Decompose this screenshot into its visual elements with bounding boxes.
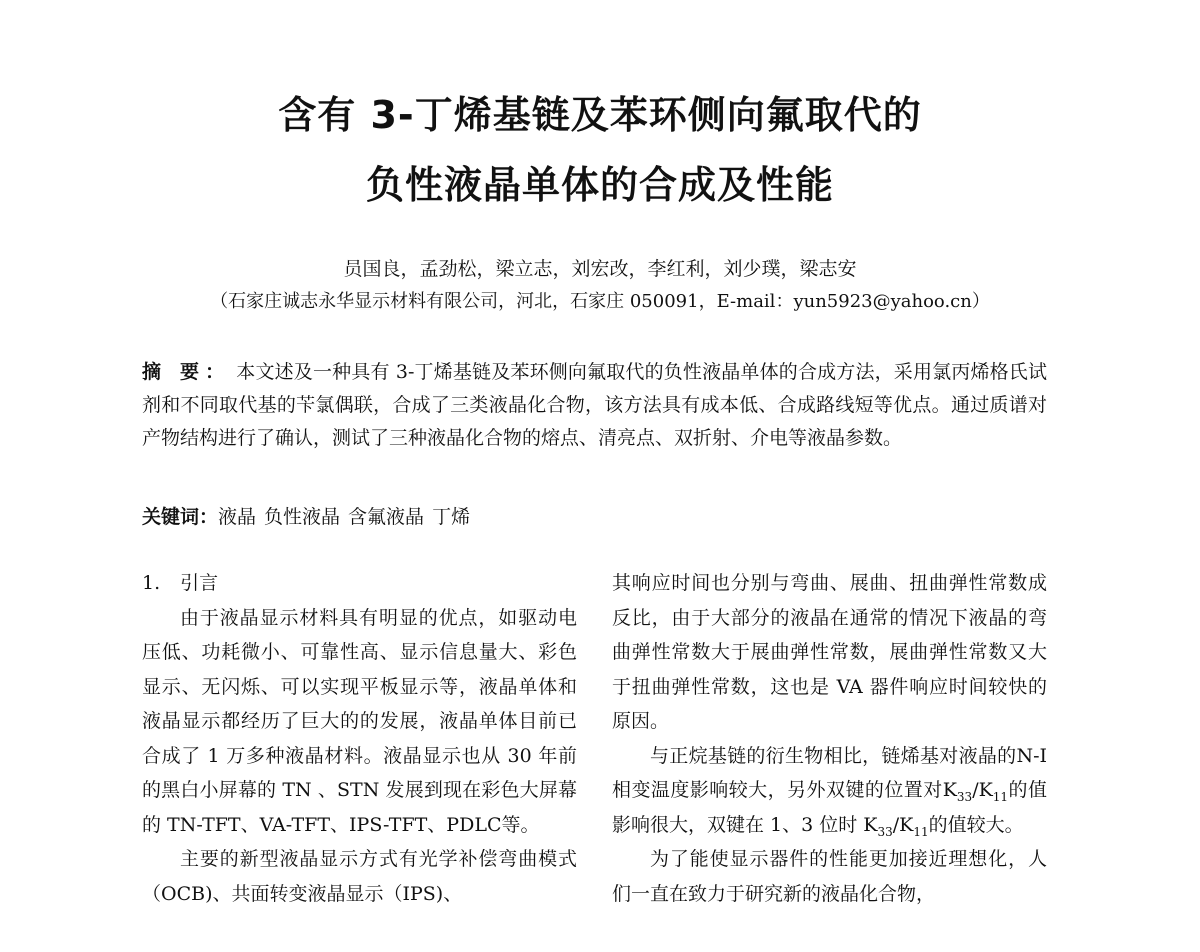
keyword-item: 含氟液晶 (348, 506, 425, 528)
subscript: 11 (992, 789, 1009, 804)
body-text: 的值影响很大，双键在 1、3 位时 K (612, 779, 1047, 836)
abstract-label: 摘 要： (142, 361, 231, 383)
body-text: 的值较大。 (928, 813, 1024, 836)
body-column-right (612, 566, 1047, 911)
body-paragraph: 主要的新型液晶显示方式有光学补偿弯曲模式（OCB)、共面转变液晶显示（IPS)、 (142, 848, 577, 905)
subscript: 33 (956, 789, 973, 804)
section-title: 引言 (180, 572, 219, 594)
author-list: 员国良，孟劲松，梁立志，刘宏改，李红利，刘少璞，梁志安 (343, 258, 857, 280)
body-text: /K (972, 779, 993, 801)
body-text: /K (892, 813, 914, 836)
section-number: 1. (142, 572, 161, 594)
abstract (142, 356, 1047, 455)
keywords (142, 502, 1047, 532)
subscript: 11 (913, 824, 929, 839)
keywords-label: 关键词： (142, 506, 219, 528)
body-paragraph: 其响应时间也分别与弯曲、展曲、扭曲弹性常数成反比，由于大部分的液晶在通常的情况下液晶的弯曲弹性常数大于展曲弹性常数，展曲弹性常数又大于扭曲弹性常数，这也是 VA 器件响应时间较快的原因。 (612, 572, 1047, 732)
keyword-item: 液晶 (218, 506, 257, 528)
keyword-item: 负性液晶 (264, 506, 341, 528)
body-paragraph (612, 739, 1047, 843)
keyword-item: 丁烯 (432, 506, 471, 528)
body-paragraph: 由于液晶显示材料具有明显的优点，如驱动电压低、功耗微小、可靠性高、显示信息量大、彩色显示、无闪烁、可以实现平板显示等，液晶单体和液晶显示都经历了巨大的的发展，液晶单体目前已合成了 1 万多种液晶材料。液晶显示也从 30 年前的黑白小屏幕的 TN 、STN 发展到现在彩色大屏幕的 TN-TFT、VA-TFT、IPS-TFT、PDLC等。 (142, 606, 577, 836)
author-affiliation: （石家庄诚志永华显示材料有限公司，河北，石家庄 050091，E-mail：yun5923@yahoo.cn） (210, 291, 990, 312)
subscript: 33 (877, 824, 893, 839)
body-text: 与正烷基链的衍生物相比，链烯基对液晶的N-I相变温度影响较大，另外双键的位置对K (612, 744, 1047, 801)
abstract-text: 本文述及一种具有 3-丁烯基链及苯环侧向氟取代的负性液晶单体的合成方法，采用氯丙烯格氏试剂和不同取代基的苄氯偶联，合成了三类液晶化合物，该方法具有成本低、合成路线短等优点。通过质谱对产物结构进行了确认，测试了三种液晶化合物的熔点、清亮点、双折射、介电等液晶参数。 (142, 361, 1047, 449)
body-column-left (142, 566, 577, 911)
section-heading (142, 566, 577, 601)
paper-title-line-2: 负性液晶单体的合成及性能 (365, 163, 834, 207)
body-paragraph: 为了能使显示器件的性能更加接近理想化，人们一直在致力于研究新的液晶化合物， (612, 848, 1047, 905)
paper-title-line-1: 含有 3-丁烯基链及苯环侧向氟取代的 (278, 93, 922, 137)
